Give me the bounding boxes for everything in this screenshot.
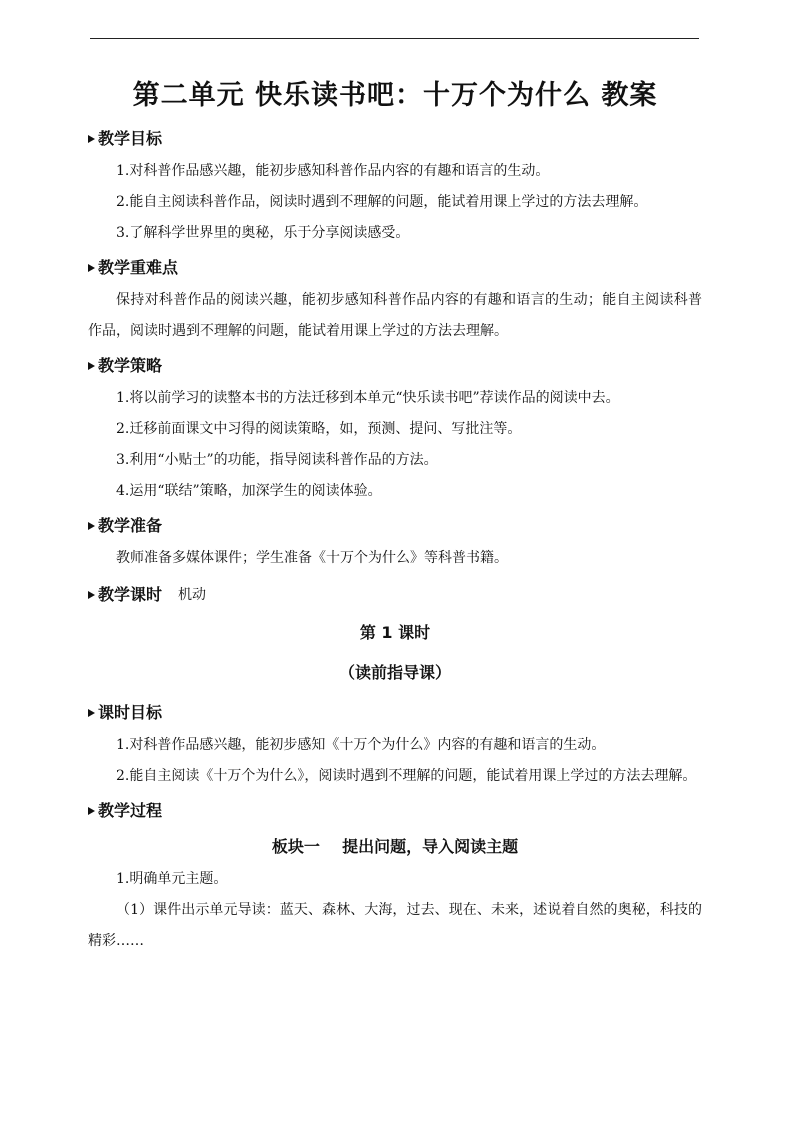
strategy-item: 2.迁移前面课文中习得的阅读策略，如，预测、提问、写批注等。 (116, 421, 522, 437)
goal-item: 2.能自主阅读科普作品，阅读时遇到不理解的问题，能试着用课上学过的方法去理解。 (116, 194, 648, 210)
triangle-bullet-icon (88, 135, 95, 143)
heading-teaching-goals (88, 128, 702, 150)
preparation-text: 教师准备多媒体课件；学生准备《十万个为什么》等科普书籍。 (116, 550, 508, 566)
lesson-goal-item: 1.对科普作品感兴趣，能初步感知《十万个为什么》内容的有趣和语言的生动。 (116, 737, 606, 753)
heading-class-hours (88, 584, 702, 606)
lesson-goal-item: 2.能自主阅读《十万个为什么》，阅读时遇到不理解的问题，能试着用课上学过的方法去理解。 (116, 768, 697, 784)
heading-label: 课时目标 (98, 703, 163, 722)
heading-strategies (88, 355, 702, 377)
header-rule (90, 38, 699, 39)
goal-item: 1.对科普作品感兴趣，能初步感知科普作品内容的有趣和语言的生动。 (116, 163, 550, 179)
class-hours-value: 机动 (178, 587, 207, 603)
heading-label: 教学目标 (98, 129, 163, 148)
strategy-item: 1.将以前学习的读整本书的方法迁移到本单元“快乐读书吧”荐读作品的阅读中去。 (116, 390, 620, 406)
heading-label: 教学课时 (98, 585, 163, 604)
heading-lesson-goals (88, 702, 702, 724)
heading-label: 教学准备 (98, 516, 163, 535)
heading-preparation (88, 515, 702, 537)
heading-label: 教学过程 (98, 801, 163, 820)
block-one-title: 板块一 提出问题，导入阅读主题 (271, 837, 519, 856)
triangle-bullet-icon (88, 709, 95, 717)
triangle-bullet-icon (88, 522, 95, 530)
triangle-bullet-icon (88, 591, 95, 599)
triangle-bullet-icon (88, 362, 95, 370)
key-points-text: 保持对科普作品的阅读兴趣，能初步感知科普作品内容的有趣和语言的生动；能自主阅读科普作品，阅读时遇到不理解的问题，能试着用课上学过的方法去理解。 (88, 292, 702, 339)
lesson-subtitle: （读前指导课） (338, 663, 451, 682)
goal-item: 3.了解科学世界里的奥秘，乐于分享阅读感受。 (116, 225, 410, 241)
document-body (88, 74, 702, 957)
document-title: 第二单元 快乐读书吧：十万个为什么 教案 (132, 80, 658, 111)
lesson-title: 第 1 课时 (359, 623, 431, 642)
triangle-bullet-icon (88, 264, 95, 272)
strategy-item: 4.运用“联结”策略，加深学生的阅读体验。 (116, 483, 382, 499)
process-item: 1.明确单元主题。 (116, 871, 228, 887)
heading-label: 教学重难点 (98, 258, 179, 277)
heading-key-points (88, 257, 702, 279)
strategy-item: 3.利用“小贴士”的功能，指导阅读科普作品的方法。 (116, 452, 438, 468)
heading-teaching-process (88, 800, 702, 822)
process-item: （1）课件出示单元导读：蓝天、森林、大海，过去、现在、未来，述说着自然的奥秘，科技的精彩…… (88, 902, 702, 949)
triangle-bullet-icon (88, 807, 95, 815)
heading-label: 教学策略 (98, 356, 163, 375)
